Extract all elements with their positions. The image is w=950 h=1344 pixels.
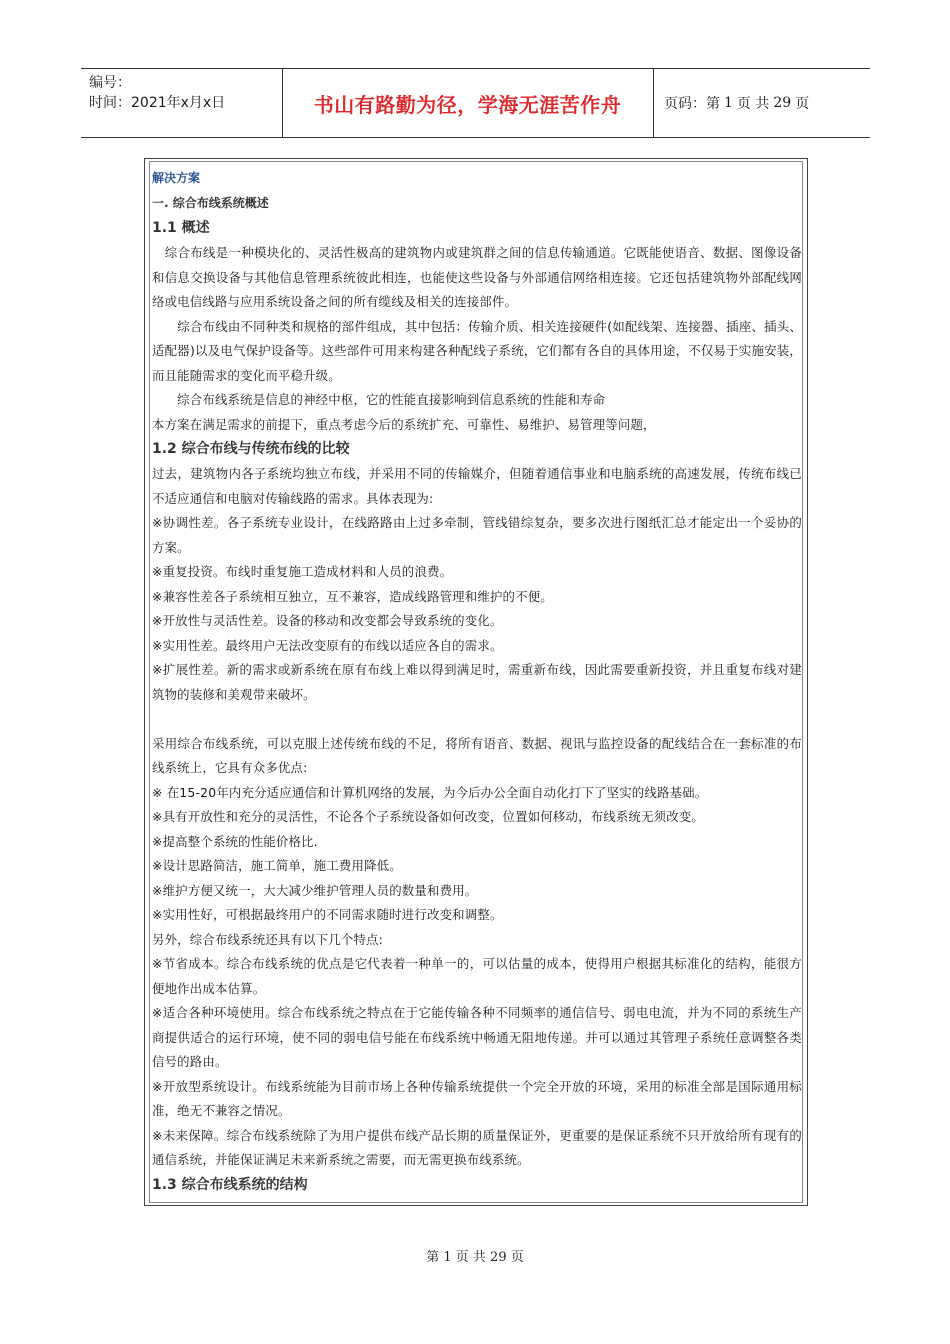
list-item: ※兼容性差各子系统相互独立，互不兼容，造成线路管理和维护的不便。 [152, 588, 553, 604]
paragraph: 本方案在满足需求的前提下，重点考虑今后的系统扩充、可靠性、易维护、易管理等问题， [152, 416, 656, 432]
list-item: ※适合各种环境使用。综合布线系统之特点在于它能传输各种不同频率的通信信号、弱电电流，并为不同的系统生产商提供适合的运行环境，使不同的弱电信号能在布线系统中畅通无阻地传递。并可以通过其管理子系统任意调整各类信号的路由。 [152, 1005, 802, 1069]
page-header [81, 68, 870, 138]
list-item: ※实用性差。最终用户无法改变原有的布线以适应各自的需求。 [152, 637, 503, 653]
list-item: ※扩展性差。新的需求或新系统在原有布线上难以得到满足时，需重新布线，因此需要重新投资，并且重复布线对建筑物的装修和美观带来破坏。 [152, 662, 802, 702]
page-code-current: 1 [724, 95, 733, 111]
header-motto: 书山有路勤为径，学海无涯苦作舟 [313, 92, 622, 117]
solution-label: 解决方案 [152, 171, 201, 185]
list-item: ※实用性好，可根据最终用户的不同需求随时进行改变和调整。 [152, 907, 503, 922]
list-item: ※开放型系统设计。布线系统能为目前市场上各种传输系统提供一个完全开放的环境，采用的标准全部是国际通用标准，绝无不兼容之情况。 [152, 1078, 802, 1118]
section-1-3-title: 1.3 综合布线系统的结构 [152, 1176, 308, 1193]
page-code [664, 69, 809, 137]
list-item: ※ 在15-20年内充分适应通信和计算机网络的发展，为今后办公全面自动化打下了坚实的线路基础。 [152, 784, 708, 800]
list-item: ※重复投资。布线时重复施工造成材料和人员的浪费。 [152, 564, 453, 579]
page-code-suffix: 页 [795, 96, 810, 112]
list-item: ※未来保障。综合布线系统除了为用户提供布线产品长期的质量保证外，更重要的是保证系统不只开放给所有现有的通信系统，并能保证满足未来新系统之需要，而无需更换布线系统。 [152, 1127, 802, 1167]
paragraph: 综合布线由不同种类和规格的部件组成，其中包括：传输介质、相关连接硬件(如配线架、连接器、插座、插头、适配器)以及电气保护设备等。这些部件可用来构建各种配线子系统，它们都有各自的具体用途，不仅易于实施安装，而且能随需求的变化而平稳升级。 [152, 318, 802, 383]
blank-line [152, 707, 802, 732]
list-item: ※协调性差。各子系统专业设计，在线路路由上过多牵制，管线错综复杂，要多次进行图纸汇总才能定出一个妥协的方案。 [152, 515, 802, 555]
paragraph: 另外，综合布线系统还具有以下几个特点: [152, 931, 384, 947]
number-label: 编号： [89, 75, 131, 91]
page-code-mid: 页 共 [736, 96, 770, 112]
header-divider [653, 69, 654, 137]
time-label: 时间：2021年x月x日 [89, 95, 226, 111]
list-item: ※设计思路简洁，施工简单，施工费用降低。 [152, 858, 402, 873]
page-code-total: 29 [773, 95, 792, 111]
document-body-inner [149, 161, 803, 1203]
list-item: ※提高整个系统的性能价格比. [152, 833, 318, 849]
list-item: ※维护方便又统一，大大减少维护管理人员的数量和费用。 [152, 882, 478, 898]
section-1-title: 一. 综合布线系统概述 [152, 196, 269, 210]
header-meta [89, 73, 225, 113]
page-code-prefix: 页码：第 [664, 96, 720, 112]
page-footer: 第 1 页 共 29 页 [426, 1250, 524, 1265]
section-1-2-title: 1.2 综合布线与传统布线的比较 [152, 441, 350, 457]
list-item: ※具有开放性和充分的灵活性，不论各个子系统设备如何改变，位置如何移动，布线系统无须改变。 [152, 809, 704, 824]
paragraph: 采用综合布线系统，可以克服上述传统布线的不足，将所有语音、数据、视讯与监控设备的配线结合在一套标准的布线系统上，它具有众多优点: [152, 735, 802, 775]
paragraph: 综合布线系统是信息的神经中枢，它的性能直接影响到信息系统的性能和寿命 [152, 392, 606, 407]
document-body [144, 158, 808, 1206]
section-1-1-title: 1.1 概述 [152, 220, 210, 236]
paragraph: 过去，建筑物内各子系统均独立布线，并采用不同的传输媒介，但随着通信事业和电脑系统的高速发展，传统布线已不适应通信和电脑对传输线路的需求。具体表现为: [152, 466, 802, 506]
paragraph: 综合布线是一种模块化的、灵活性极高的建筑物内或建筑群之间的信息传输通道。它既能使语音、数据、图像设备和信息交换设备与其他信息管理系统彼此相连，也能使这些设备与外部通信网络相连接。它还包括建筑物外部配线网络或电信线路与应用系统设备之间的所有缆线及相关的连接部件。 [152, 245, 802, 309]
list-item: ※开放性与灵活性差。设备的移动和改变都会导致系统的变化。 [152, 613, 503, 628]
list-item: ※节省成本。综合布线系统的优点是它代表着一种单一的，可以估量的成本，使得用户根据其标准化的结构，能很方便地作出成本估算。 [152, 956, 802, 996]
